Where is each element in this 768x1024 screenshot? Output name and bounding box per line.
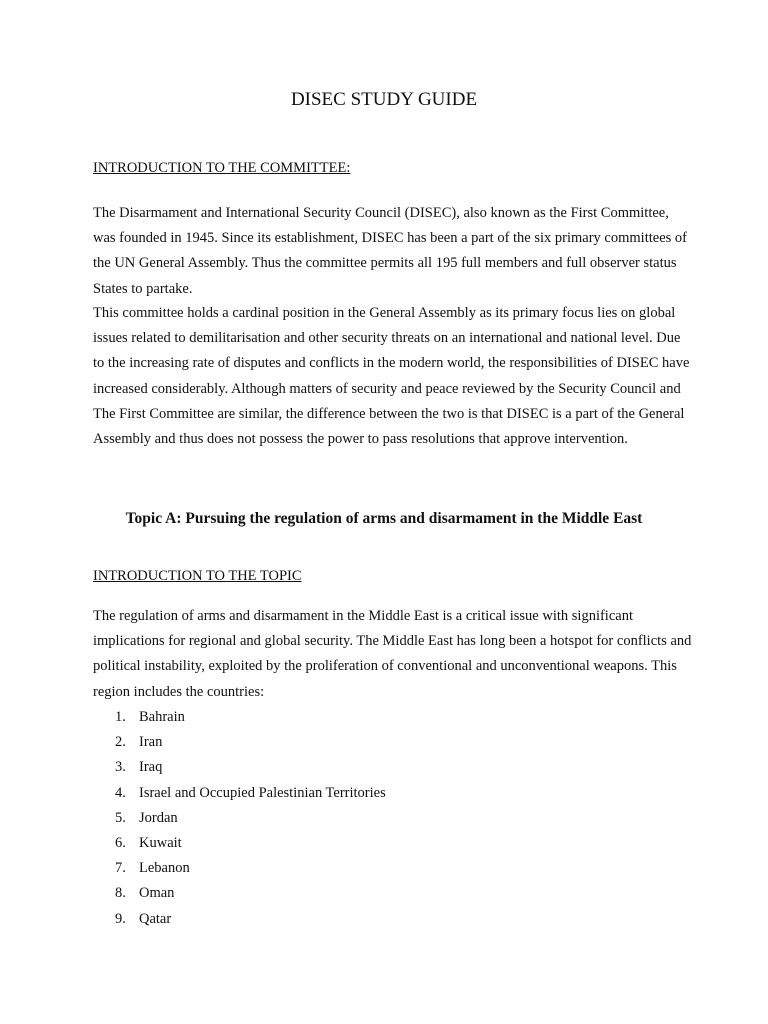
intro-committee-heading: INTRODUCTION TO THE COMMITTEE: <box>93 160 351 176</box>
list-item-number: 6. <box>115 834 126 851</box>
list-item-country: Israel and Occupied Palestinian Territories <box>139 784 386 801</box>
list-item-country: Bahrain <box>139 709 185 725</box>
list-item-country: Iran <box>139 734 163 751</box>
intro-paragraph-1: The Disarmament and International Security Council (DISEC), also known as the First Committee, was founded in 1945. Since its establishment, DISEC has been a part of the six primary committees of the UN General Assembly. Thus the committee permits all 195 full members and full observer status States to partake. <box>93 205 687 297</box>
list-item-country: Iraq <box>139 759 163 776</box>
list-item-number: 7. <box>115 860 126 877</box>
intro-topic-heading: INTRODUCTION TO THE TOPIC <box>93 568 302 584</box>
list-item-number: 5. <box>115 809 126 826</box>
intro-paragraph-2: This committee holds a cardinal position in the General Assembly as its primary focus lies on global issues related to demilitarisation and other security threats on an international and national level. Due to the increasing rate of disputes and conflicts in the modern world, the responsibilities of DISEC have increased considerably. Although matters of security and peace reviewed by the Security Council and The First Committee are similar, the difference between the two is that DISEC is a part of the General Assembly and thus does not possess the power to pass resolutions that approve intervention. <box>93 305 690 448</box>
list-item-number: 3. <box>115 759 126 776</box>
list-item-country: Qatar <box>139 910 172 927</box>
list-item-number: 2. <box>115 734 126 751</box>
topic-a-title: Topic A: Pursuing the regulation of arms and disarmament in the Middle East <box>125 510 643 527</box>
document-title: DISEC STUDY GUIDE <box>290 89 478 110</box>
list-item-number: 1. <box>115 709 126 725</box>
list-item-number: 9. <box>115 910 126 927</box>
list-item-number: 8. <box>115 885 126 902</box>
list-item-number: 4. <box>115 784 126 801</box>
list-item-country: Lebanon <box>139 860 190 877</box>
topic-paragraph: The regulation of arms and disarmament in the Middle East is a critical issue with significant implications for regional and global security. The Middle East has long been a hotspot for conflicts and political instability, exploited by the proliferation of conventional and unconventional weapons. This region includes the countries: <box>93 608 692 700</box>
list-item-country: Jordan <box>139 809 178 826</box>
list-item-country: Oman <box>139 885 175 902</box>
list-item-country: Kuwait <box>139 834 182 851</box>
